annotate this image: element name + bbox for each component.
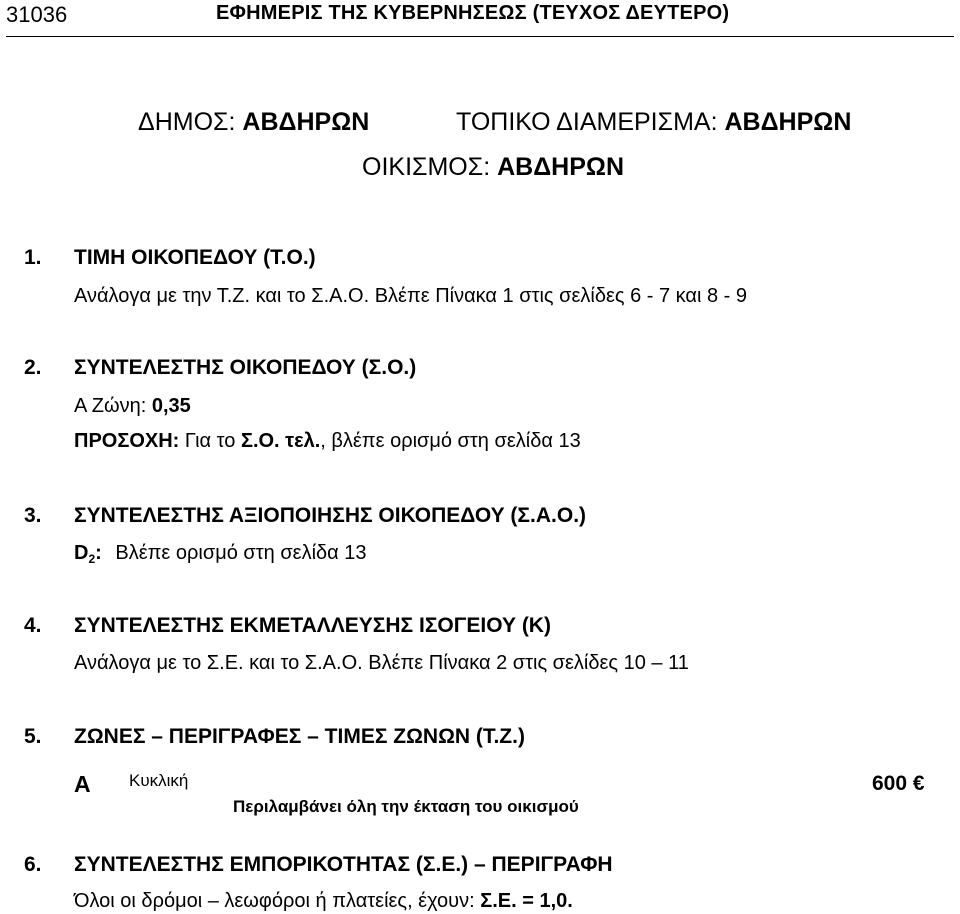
section-number: 2. bbox=[24, 356, 42, 379]
dimos-line bbox=[138, 108, 369, 137]
section-4-heading bbox=[24, 614, 551, 638]
section-1-heading bbox=[24, 246, 316, 270]
topiko-label: ΤΟΠΙΚΟ ΔΙΑΜΕΡΙΣΜΑ: bbox=[456, 108, 718, 136]
attention-term: Σ.Ο. τελ. bbox=[240, 430, 321, 452]
section-4-text: Ανάλογα με το Σ.Ε. και το Σ.Α.Ο. Βλέπε Πίνακα 2 στις σελίδες 10 – 11 bbox=[74, 652, 689, 674]
oikismos-line bbox=[362, 153, 624, 182]
zone-letter: Α bbox=[74, 771, 91, 797]
page-number: 31036 bbox=[6, 2, 68, 27]
section-3-heading bbox=[24, 504, 586, 528]
commercial-coefficient-value: Σ.Ε. = 1,0. bbox=[480, 890, 573, 912]
d-colon: : bbox=[95, 542, 102, 564]
header-divider bbox=[6, 36, 954, 37]
zone-value: 0,35 bbox=[151, 395, 191, 417]
section-title: ΤΙΜΗ ΟΙΚΟΠΕΔΟΥ (Τ.Ο.) bbox=[74, 246, 316, 269]
section-number: 6. bbox=[24, 853, 42, 876]
zone-coefficient-line bbox=[74, 395, 191, 418]
topiko-value: ΑΒΔΗΡΩΝ bbox=[724, 108, 852, 136]
streets-text: Όλοι οι δρόμοι – λεωφόροι ή πλατείες, έχουν: bbox=[74, 890, 475, 912]
zone-label: Α Ζώνη: bbox=[74, 395, 147, 417]
d-subscript: 2 bbox=[88, 552, 96, 566]
section-number: 4. bbox=[24, 614, 42, 637]
d2-line bbox=[74, 542, 367, 566]
dimos-label: ΔΗΜΟΣ: bbox=[138, 108, 236, 136]
zone-price: 600 € bbox=[872, 772, 925, 795]
section-title: ΣΥΝΤΕΛΕΣΤΗΣ ΕΚΜΕΤΑΛΛΕΥΣΗΣ ΙΣΟΓΕΙΟΥ (Κ) bbox=[74, 614, 551, 637]
dimos-value: ΑΒΔΗΡΩΝ bbox=[242, 108, 370, 136]
oikismos-value: ΑΒΔΗΡΩΝ bbox=[497, 153, 624, 181]
section-5-heading bbox=[24, 725, 525, 749]
section-title: ΖΩΝΕΣ – ΠΕΡΙΓΡΑΦΕΣ – ΤΙΜΕΣ ΖΩΝΩΝ (Τ.Ζ.) bbox=[74, 725, 525, 748]
d2-text: Βλέπε ορισμό στη σελίδα 13 bbox=[115, 542, 367, 564]
zone-description: Περιλαμβάνει όλη την έκταση του οικισμού bbox=[233, 797, 579, 816]
attention-label: ΠΡΟΣΟΧΗ: bbox=[74, 430, 180, 452]
section-6-heading bbox=[24, 853, 613, 877]
oikismos-label: ΟΙΚΙΣΜΟΣ: bbox=[362, 153, 491, 181]
attention-note bbox=[74, 430, 581, 453]
section-number: 3. bbox=[24, 504, 42, 527]
section-number: 1. bbox=[24, 246, 42, 269]
section-title: ΣΥΝΤΕΛΕΣΤΗΣ ΑΞΙΟΠΟΙΗΣΗΣ ΟΙΚΟΠΕΔΟΥ (Σ.Α.Ο.) bbox=[74, 504, 587, 527]
section-2-heading bbox=[24, 356, 416, 380]
gazette-title: ΕΦΗΜΕΡΙΣ ΤΗΣ ΚΥΒΕΡΝΗΣΕΩΣ (ΤΕΥΧΟΣ ΔΕΥΤΕΡΟ) bbox=[216, 2, 730, 24]
section-6-text bbox=[74, 890, 573, 913]
section-title: ΣΥΝΤΕΛΕΣΤΗΣ ΕΜΠΟΡΙΚΟΤΗΤΑΣ (Σ.Ε.) – ΠΕΡΙΓΡΑΦΗ bbox=[74, 853, 613, 876]
section-title: ΣΥΝΤΕΛΕΣΤΗΣ ΟΙΚΟΠΕΔΟΥ (Σ.Ο.) bbox=[74, 356, 417, 379]
attention-text-1: Για το bbox=[184, 430, 236, 452]
section-number: 5. bbox=[24, 725, 42, 748]
topiko-line bbox=[456, 108, 851, 137]
section-1-text: Ανάλογα με την Τ.Ζ. και το Σ.Α.Ο. Βλέπε Πίνακα 1 στις σελίδες 6 - 7 και 8 - 9 bbox=[74, 285, 747, 307]
d-letter: D bbox=[74, 542, 89, 564]
attention-text-2: , βλέπε ορισμό στη σελίδα 13 bbox=[320, 430, 581, 452]
zone-type: Κυκλική bbox=[129, 771, 189, 790]
